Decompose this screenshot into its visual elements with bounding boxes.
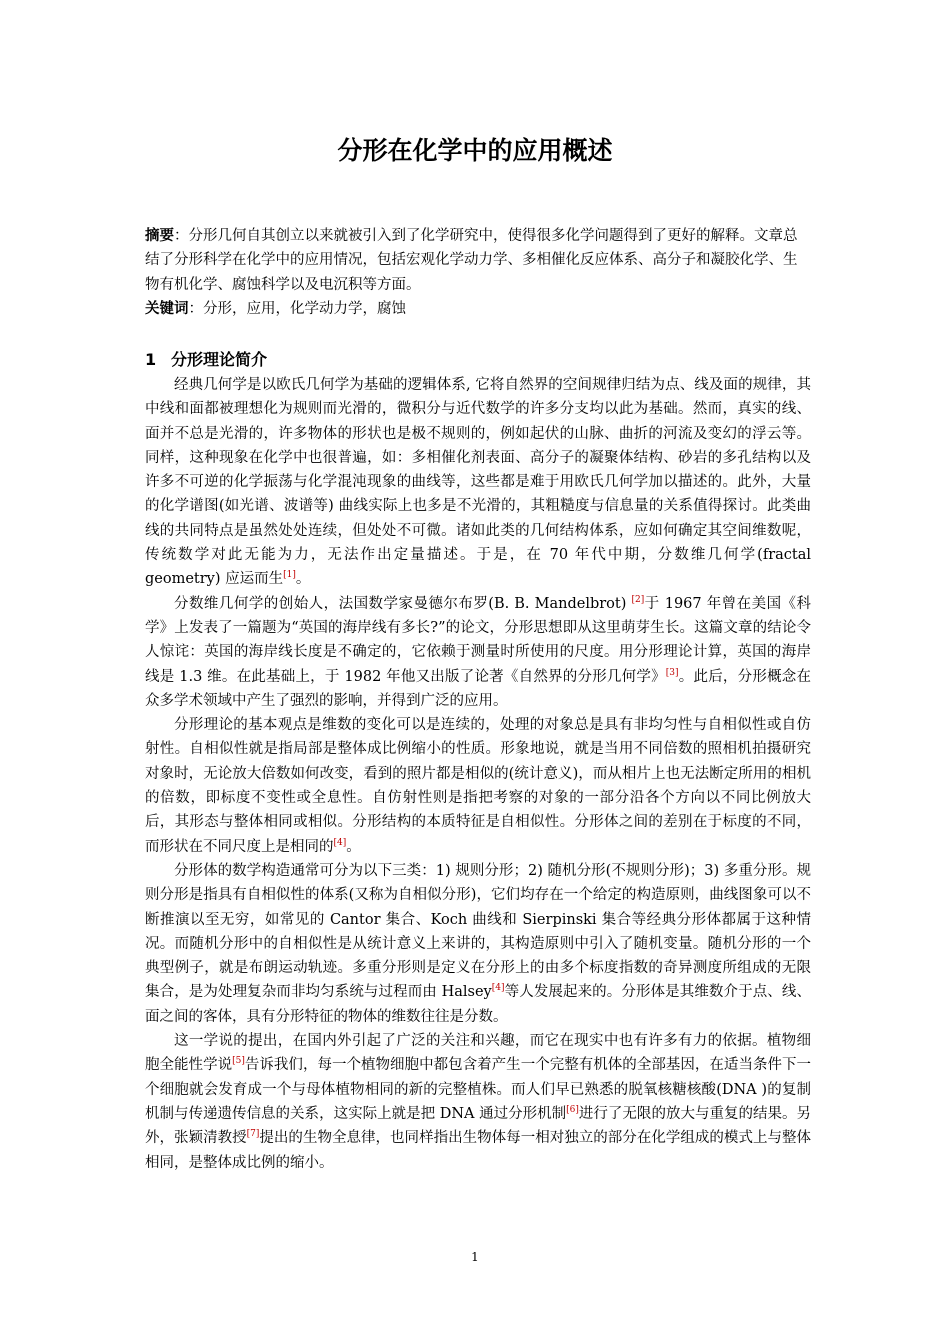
paragraph-4-end: 等人发展起来的。分形体是其维数介于点、线、面之间的客体，具有分形特征的物体的维数往往是分数。 xyxy=(145,984,811,1025)
citation-2[interactable]: [2] xyxy=(631,594,645,605)
keywords-text: ：分形，应用，化学动力学，腐蚀 xyxy=(188,300,406,317)
paragraph-2 xyxy=(145,592,811,713)
abstract-text: ：分形几何自其创立以来就被引入到了化学研究中，使得很多化学问题得到了更好的解释。文章总结了分形科学在化学中的应用情况，包括宏观化学动力学、多相催化反应体系、高分子和凝胶化学、生物有机化学、腐蚀科学以及电沉积等方面。 xyxy=(145,228,798,293)
keywords-label: 关键词 xyxy=(145,300,189,317)
paragraph-5-text: 这一学说的提出，在国内外引起了广泛的关注和兴趣，而它在现实中也有许多有力的依据。植物细胞全能性学说 xyxy=(145,1033,811,1074)
paragraph-3 xyxy=(145,713,811,859)
citation-6[interactable]: [6] xyxy=(566,1104,579,1115)
page-number: 1 xyxy=(471,1250,479,1264)
abstract-block xyxy=(145,224,811,321)
paragraph-2-end: 。此后，分形概念在众多学术领域中产生了强烈的影响，并得到广泛的应用。 xyxy=(145,668,812,709)
paragraph-3-text: 分形理论的基本观点是维数的变化可以是连续的，处理的对象总是具有非均匀性与自相似性或自仿射性。自相似性就是指局部是整体成比例缩小的性质。形象地说，就是当用不同倍数的照相机拍摄研究对象时，无论放大倍数如何改变，看到的照片都是相似的(统计意义)，而从相片上也无法断定所用的相机的倍数，即标度不变性或全息性。自仿射性则是指把考察的对象的一部分沿各个方向以不同比例放大后，其形态与整体相同或相似。分形结构的本质特征是自相似性。分形体之间的差别在于标度的不同，而形状在不同尺度上是相同的 xyxy=(145,717,811,855)
section-heading xyxy=(145,347,267,370)
paragraph-3-end: 。 xyxy=(346,838,361,855)
paragraph-1-text: 经典几何学是以欧氏几何学为基础的逻辑体系, 它将自然界的空间规律归结为点、线及面的规律，其中线和面都被理想化为规则而光滑的，微积分与近代数学的许多分支均以此为基础。然而，真实的线、面并不总是光滑的，许多物体的形状也是极不规则的，例如起伏的山脉、曲折的河流及变幻的浮云等。同样，这种现象在化学中也很普遍，如：多相催化剂表面、高分子的凝聚体结构、砂岩的多孔结构以及许多不可逆的化学振荡与化学混沌现象的曲线等，这些都是难于用欧氏几何学加以描述的。此外，大量的化学谱图(如光谱、波谱等) 曲线实际上也多是不光滑的，其粗糙度与信息量的关系值得探讨。此类曲线的共同特点是虽然处处连续，但处处不可微。诸如此类的几何结构体系，应如何确定其空间维数呢，传统数学对此无能为力，无法作出定量描述。于是，在 70 年代中期，分数维几何学(fractal geometry) 应运而生 xyxy=(145,377,811,588)
keywords-paragraph xyxy=(145,297,811,321)
citation-7[interactable]: [7] xyxy=(246,1129,260,1140)
paper-title: 分形在化学中的应用概述 xyxy=(337,136,613,165)
paragraph-2-text-b: 于 1967 年曾在美国《科学》上发表了一篇题为“英国的海岸线有多长?”的论文，分形思想即从这里萌芽生长。这篇文章的结论令人惊诧：英国的海岸线长度是不确定的，它依赖于测量时所使用的尺度。用分形理论计算，英国的海岸线是 1.3 维。在此基础上，于 1982 年他又出版了论著《自然界的分形几何学》 xyxy=(145,595,811,685)
citation-5[interactable]: [5] xyxy=(232,1056,245,1067)
abstract-paragraph xyxy=(145,224,811,297)
paragraph-5-text-b: 告诉我们，每一个植物细胞中都包含着产生一个完整有机体的全部基因，在适当条件下一个细胞就会发育成一个与母体植物相同的新的完整植株。而人们早已熟悉的脱氧核糖核酸(DNA )的复制机制与传递遗传信息的关系，这实际上就是把 DNA 通过分形机制 xyxy=(145,1057,812,1122)
section-body xyxy=(145,373,811,1175)
section-title: 分形理论简介 xyxy=(171,350,268,369)
paragraph-5-text-c: 进行了无限的放大与重复的结果。另外，张颖清教授 xyxy=(145,1105,811,1147)
citation-1[interactable]: [1] xyxy=(283,570,296,581)
section-number: 1 xyxy=(145,350,157,369)
citation-4[interactable]: [4] xyxy=(333,837,347,848)
paragraph-1 xyxy=(145,373,811,592)
paragraph-4 xyxy=(145,859,811,1029)
citation-3[interactable]: [3] xyxy=(665,667,679,678)
paragraph-4-text: 分形体的数学构造通常可分为以下三类：1) 规则分形；2) 随机分形(不规则分形)；3) 多重分形。规则分形是指具有自相似性的体系(又称为自相似分形)，它们均存在一个给定的构造原则，曲线图象可以不断推演以至无穷，如常见的 Cantor 集合、Koch 曲线和 Sierpinski 集合等经典分形体都属于这种情况。而随机分形中的自相似性是从统计意义上来讲的，其构造原则中引入了随机变量。随机分形的一个典型例子，就是布朗运动轨迹。多重分形则是定义在分形上的由多个标度指数的奇异测度所组成的无限集合，是为处理复杂而非均匀系统与过程而由 Halsey xyxy=(145,862,811,1001)
citation-4b[interactable]: [4] xyxy=(491,983,505,994)
abstract-label: 摘要 xyxy=(145,228,174,244)
paragraph-1-end: 。 xyxy=(295,571,311,588)
paragraph-5 xyxy=(145,1029,811,1175)
paragraph-2-text: 分数维几何学的创始人，法国数学家曼德尔布罗(B. B. Mandelbrot) xyxy=(174,595,632,612)
paragraph-5-end: 提出的生物全息律，也同样指出生物体每一相对独立的部分在化学组成的模式上与整体相同，是整体成比例的缩小。 xyxy=(145,1130,812,1171)
